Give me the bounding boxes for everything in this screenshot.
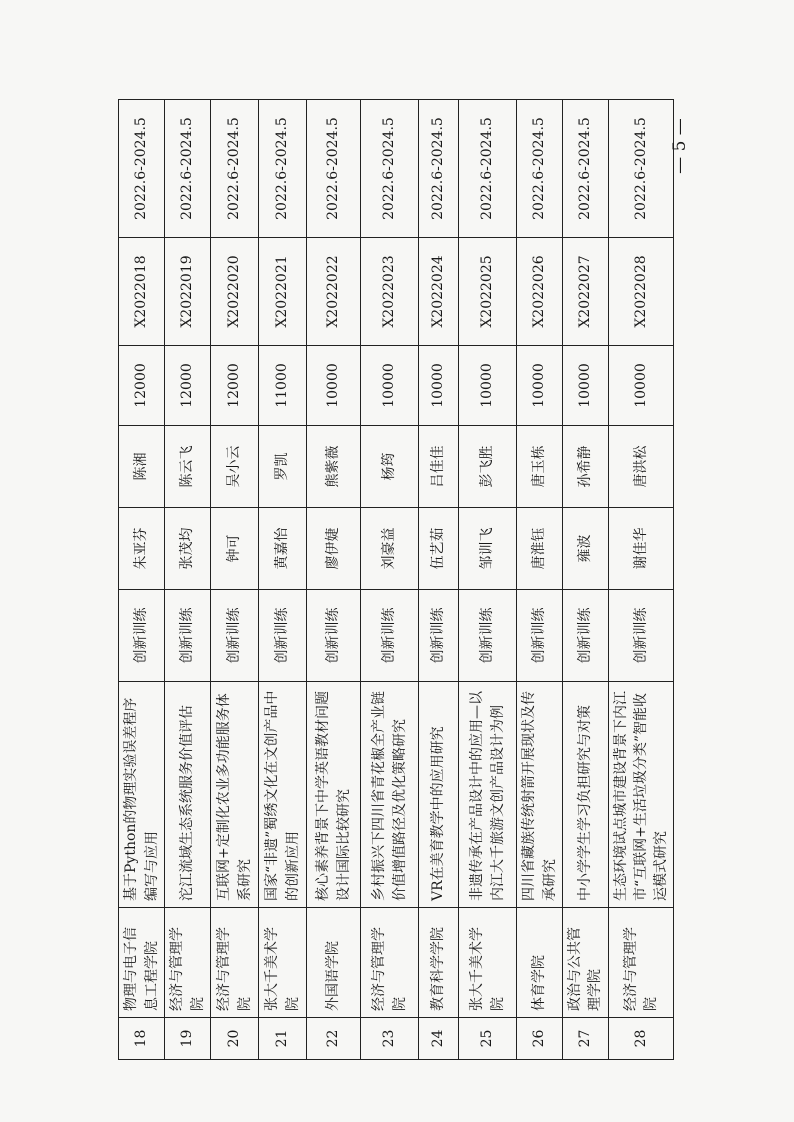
table-row: [608, 100, 674, 1060]
period-cell: 2022.6-2024.5: [517, 100, 563, 238]
project-code-cell: X2022022: [307, 238, 361, 346]
project-title-cell: 国家“非遗”蜀绣文化在文创产品中的创新应用: [259, 682, 307, 908]
table-row: [211, 100, 259, 1060]
period-cell: 2022.6-2024.5: [119, 100, 165, 238]
funds-cell: 10000: [517, 346, 563, 426]
project-code-cell: X2022024: [419, 238, 459, 346]
leader-cell: 钟可: [211, 508, 259, 590]
table-row: [165, 100, 211, 1060]
project-title-cell: 互联网+定制化农业多功能服务体系研究: [211, 682, 259, 908]
project-type-cell: 创新训练: [517, 590, 563, 682]
project-code-cell: X2022023: [361, 238, 419, 346]
funds-cell: 10000: [459, 346, 517, 426]
advisor-cell: 熊紫薇: [307, 426, 361, 508]
advisor-cell: 吕佳佳: [419, 426, 459, 508]
table-row: [459, 100, 517, 1060]
project-type-cell: 创新训练: [419, 590, 459, 682]
project-code-cell: X2022028: [608, 238, 674, 346]
project-type-cell: 创新训练: [259, 590, 307, 682]
project-code-cell: X2022027: [563, 238, 609, 346]
project-code-cell: X2022021: [259, 238, 307, 346]
funds-cell: 10000: [608, 346, 674, 426]
college-cell: 张大千美术学院: [259, 908, 307, 1018]
project-title-cell: 核心素养背景下中学英语教材问题设计国际比较研究: [307, 682, 361, 908]
leader-cell: 雍波: [563, 508, 609, 590]
project-type-cell: 创新训练: [459, 590, 517, 682]
leader-cell: 张茂均: [165, 508, 211, 590]
advisor-cell: 孙希静: [563, 426, 609, 508]
table-row: [119, 100, 165, 1060]
period-cell: 2022.6-2024.5: [608, 100, 674, 238]
funds-cell: 11000: [259, 346, 307, 426]
funds-cell: 10000: [307, 346, 361, 426]
table-row: [419, 100, 459, 1060]
project-title-cell: 中小学学生学习负担研究与对策: [563, 682, 609, 908]
advisor-cell: 陈湘: [119, 426, 165, 508]
period-cell: 2022.6-2024.5: [459, 100, 517, 238]
period-cell: 2022.6-2024.5: [307, 100, 361, 238]
advisor-cell: 陈云飞: [165, 426, 211, 508]
row-number: 18: [119, 1018, 165, 1060]
project-type-cell: 创新训练: [211, 590, 259, 682]
period-cell: 2022.6-2024.5: [563, 100, 609, 238]
advisor-cell: 罗凯: [259, 426, 307, 508]
funds-cell: 10000: [419, 346, 459, 426]
project-title-cell: 乡村振兴下四川省青花椒全产业链价值增值路径及优化策略研究: [361, 682, 419, 908]
row-number: 22: [307, 1018, 361, 1060]
project-type-cell: 创新训练: [608, 590, 674, 682]
funds-cell: 12000: [165, 346, 211, 426]
leader-cell: 黄嘉怡: [259, 508, 307, 590]
project-title-cell: 生态环境试点城市建设背景下内江市“互联网+生活垃圾分类”智能收运模式研究: [608, 682, 674, 908]
table-row: [517, 100, 563, 1060]
period-cell: 2022.6-2024.5: [165, 100, 211, 238]
row-number: 27: [563, 1018, 609, 1060]
row-number: 28: [608, 1018, 674, 1060]
project-code-cell: X2022026: [517, 238, 563, 346]
funds-cell: 10000: [563, 346, 609, 426]
project-type-cell: 创新训练: [307, 590, 361, 682]
project-type-cell: 创新训练: [165, 590, 211, 682]
project-table: [118, 99, 674, 1060]
project-code-cell: X2022020: [211, 238, 259, 346]
college-cell: 政治与公共管理学院: [563, 908, 609, 1018]
table-row: [307, 100, 361, 1060]
table-row: [259, 100, 307, 1060]
row-number: 24: [419, 1018, 459, 1060]
leader-cell: 刘豪益: [361, 508, 419, 590]
project-title-cell: VR在美育教学中的应用研究: [419, 682, 459, 908]
college-cell: 体育学院: [517, 908, 563, 1018]
row-number: 19: [165, 1018, 211, 1060]
project-title-cell: 非遗传承在产品设计中的应用—以内江大千旅游文创产品设计为例: [459, 682, 517, 908]
college-cell: 张大千美术学院: [459, 908, 517, 1018]
leader-cell: 伍艺茹: [419, 508, 459, 590]
table-row: [563, 100, 609, 1060]
funds-cell: 12000: [119, 346, 165, 426]
period-cell: 2022.6-2024.5: [361, 100, 419, 238]
period-cell: 2022.6-2024.5: [259, 100, 307, 238]
project-title-cell: 四川省藏族传统射箭开展现状及传承研究: [517, 682, 563, 908]
row-number: 23: [361, 1018, 419, 1060]
page-number: — 5 —: [670, 118, 690, 174]
period-cell: 2022.6-2024.5: [211, 100, 259, 238]
rotated-table-container: [118, 100, 670, 1060]
project-type-cell: 创新训练: [361, 590, 419, 682]
college-cell: 经济与管理学院: [361, 908, 419, 1018]
leader-cell: 邹训飞: [459, 508, 517, 590]
row-number: 25: [459, 1018, 517, 1060]
project-type-cell: 创新训练: [119, 590, 165, 682]
college-cell: 经济与管理学院: [165, 908, 211, 1018]
advisor-cell: 唐玉栋: [517, 426, 563, 508]
advisor-cell: 彭飞胜: [459, 426, 517, 508]
leader-cell: 唐淮钰: [517, 508, 563, 590]
project-type-cell: 创新训练: [563, 590, 609, 682]
project-title-cell: 沱江流域生态系统服务价值评估: [165, 682, 211, 908]
funds-cell: 10000: [361, 346, 419, 426]
period-cell: 2022.6-2024.5: [419, 100, 459, 238]
college-cell: 外国语学院: [307, 908, 361, 1018]
leader-cell: 廖伊婕: [307, 508, 361, 590]
college-cell: 教育科学学院: [419, 908, 459, 1018]
advisor-cell: 吴小云: [211, 426, 259, 508]
project-code-cell: X2022025: [459, 238, 517, 346]
leader-cell: 谢佳华: [608, 508, 674, 590]
project-code-cell: X2022018: [119, 238, 165, 346]
advisor-cell: 唐洪松: [608, 426, 674, 508]
funds-cell: 12000: [211, 346, 259, 426]
row-number: 21: [259, 1018, 307, 1060]
project-code-cell: X2022019: [165, 238, 211, 346]
table-body: [119, 100, 674, 1060]
project-title-cell: 基于Python的物理实验误差程序编写与应用: [119, 682, 165, 908]
advisor-cell: 杨筠: [361, 426, 419, 508]
college-cell: 物理与电子信息工程学院: [119, 908, 165, 1018]
table-row: [361, 100, 419, 1060]
college-cell: 经济与管理学院: [608, 908, 674, 1018]
row-number: 26: [517, 1018, 563, 1060]
row-number: 20: [211, 1018, 259, 1060]
college-cell: 经济与管理学院: [211, 908, 259, 1018]
leader-cell: 朱亚芬: [119, 508, 165, 590]
